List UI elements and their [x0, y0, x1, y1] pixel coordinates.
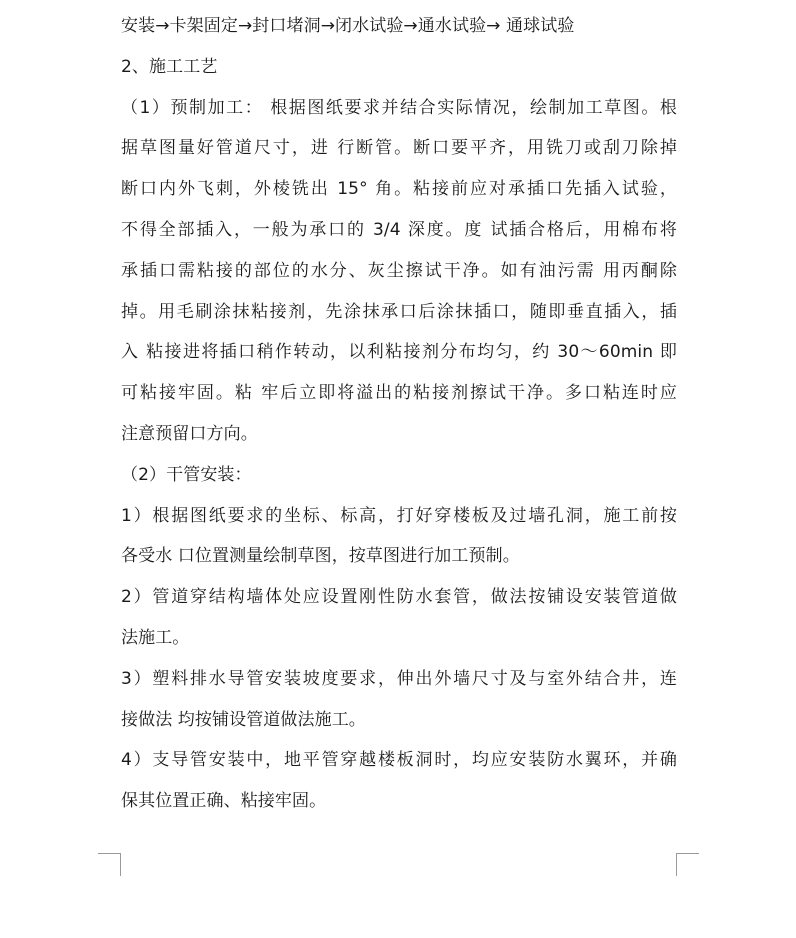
paragraph-line: 保其位置正确、粘接牢固。: [121, 791, 327, 812]
paragraph-line: 承插口需粘接的部位的水分、灰尘擦试干净。如有油污需 用丙酮除: [121, 260, 677, 281]
process-flow: [121, 6, 677, 47]
paragraph-line: 4）支导管安装中，地平管穿越楼板洞时，均应安装防水翼环，并确: [121, 750, 677, 771]
paragraph-line: 法施工。: [121, 627, 190, 648]
paragraph-line: 入 粘接进将插口稍作转动，以利粘接剂分布均匀，约 30～60min 即: [121, 342, 677, 363]
subsection-title: （2）干管安装：: [121, 464, 252, 485]
paragraph-line: 各受水 口位置测量绘制草图，按草图进行加工预制。: [121, 546, 520, 567]
page-corner-mark-right: [676, 853, 699, 876]
paragraph-line: 不得全部插入，一般为承口的 3/4 深度。度 试插合格后，用棉布将: [121, 219, 677, 240]
process-flow-line: 安装→卡架固定→封口堵洞→闭水试验→通水试验→ 通球试验: [121, 16, 575, 36]
paragraph-line: 2）管道穿结构墙体处应设置刚性防水套管，做法按铺设安装管道做: [121, 587, 677, 608]
paragraph-line: 3）塑料排水导管安装坡度要求，伸出外墙尺寸及与室外结合井，连: [121, 668, 677, 689]
document-body: [121, 6, 677, 822]
paragraph-line: 可粘接牢固。粘 牢后立即将溢出的粘接剂擦试干净。多口粘连时应: [121, 383, 677, 404]
paragraph-line: 1）根据图纸要求的坐标、标高，打好穿楼板及过墙孔洞，施工前按: [121, 505, 677, 526]
paragraph-line: 据草图量好管道尺寸，进 行断管。断口要平齐，用铣刀或刮刀除掉: [121, 138, 677, 159]
paragraph-line: 接做法 均按铺设管道做法施工。: [121, 709, 366, 730]
page-corner-mark-left: [98, 853, 121, 876]
section-heading: [121, 47, 677, 88]
subsection-heading: [121, 455, 677, 496]
prefab-paragraph: [121, 88, 677, 455]
paragraph-line: 掉。用毛刷涂抹粘接剂，先涂抹承口后涂抹插口，随即垂直插入，插: [121, 301, 677, 322]
list-item: [121, 577, 677, 659]
paragraph-line: 断口内外飞刺，外棱铣出 15° 角。粘接前应对承插口先插入试验，: [121, 179, 677, 200]
list-item: [121, 740, 677, 822]
paragraph-line: （1）预制加工： 根据图纸要求并结合实际情况，绘制加工草图。根: [121, 97, 677, 118]
paragraph-line: 注意预留口方向。: [121, 423, 258, 444]
section-title: 2、施工工艺: [121, 56, 218, 77]
list-item: [121, 496, 677, 578]
list-item: [121, 659, 677, 741]
